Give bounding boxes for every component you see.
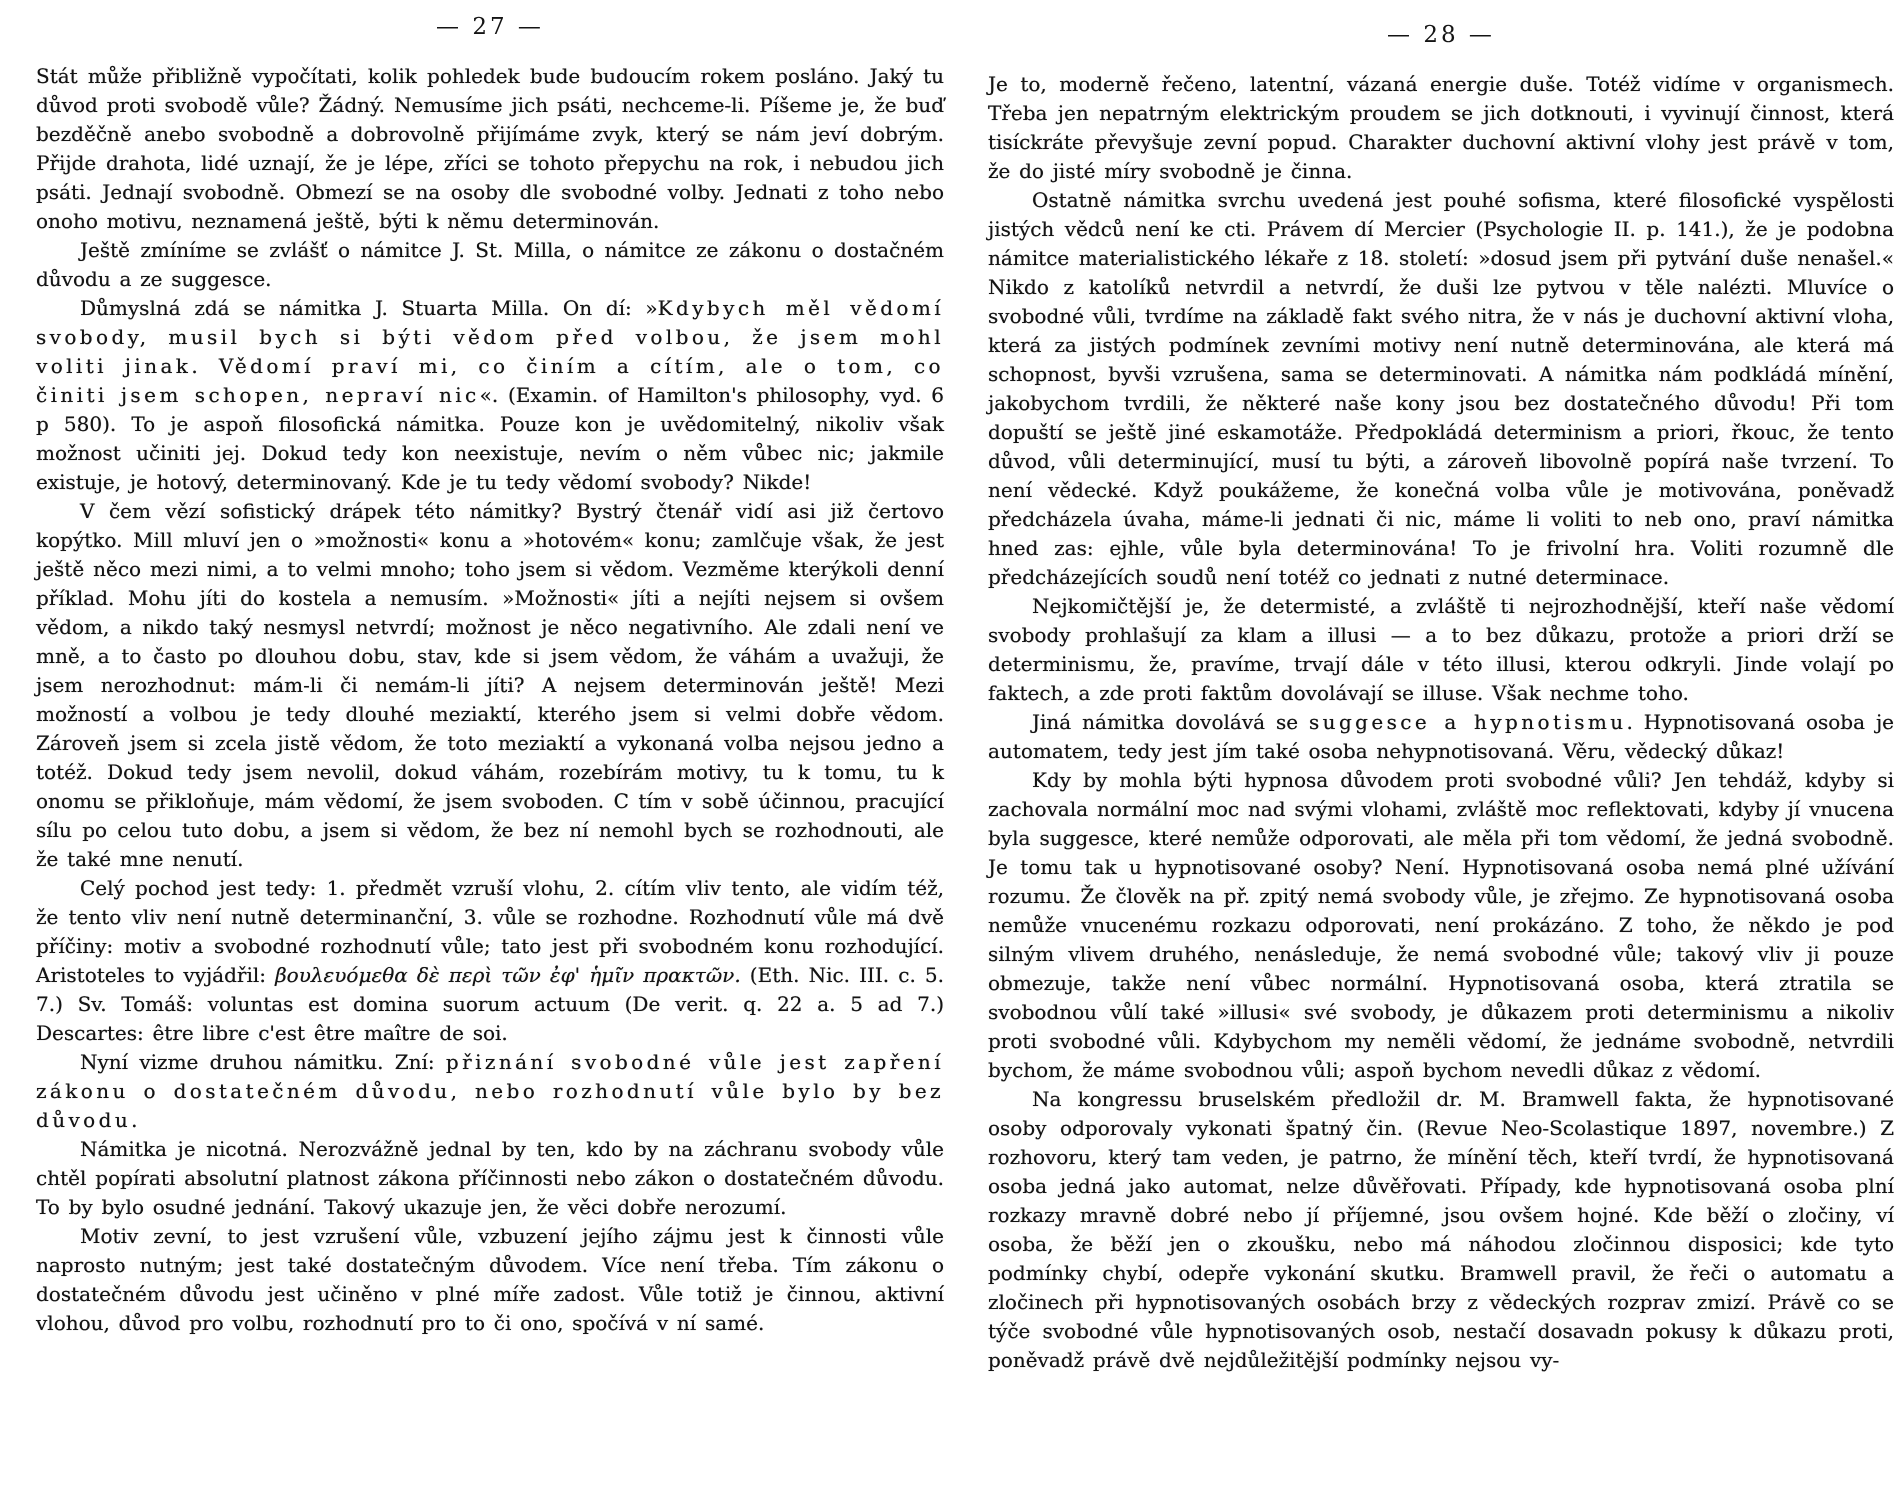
body-text-run: V čem vězí sofistický drápek této námitky? Bystrý čtenář vidí asi již čertovo kopýtko. Mill mluví jen o »možnosti« konu a »hotovém« konu; zamlčuje však, že jest ještě něco mezi nimi, a to velmi mnoho; toho jsem si vědom. Vezměme kterýkoli denní příklad. Mohu jíti do kostela a nemusím. »Možnosti« jíti a nejíti nejsem si ovšem vědom, a nikdo taký nesmysl netvrdí; možnost je něco negativního. Ale zdali není ve mně, a to často po dlouhou dobu, stav, kde si jsem vědom, že váhám a uvažuji, že jsem nerozhodnut: mám-li či nemám-li jíti? A nejsem determinován ještě! Mezi možností a volbou je tedy dlouhé meziaktí, kterého jsem si velmi dobře vědom. Zároveň jsem si zcela jistě vědom, že toto meziaktí a vykonaná volba nejsou jedno a totéž. Dokud tedy jsem nevolil, dokud váhám, rozebírám motivy, tu k tomu, tu k onomu se přikloňuje, mám vědomí, že jsem svoboden. C tím v sobě účinnou, pracující sílu po celou tuto dobu, a jsem si vědom, že bez ní nemohl bych se rozhodnouti, ale že také mne nenutí. — [36, 499, 944, 871]
paragraph — [988, 766, 1894, 1085]
page-28-text-column — [988, 70, 1894, 1375]
page-28-number: — 28 — — [1387, 22, 1495, 48]
page-27-text-column — [36, 62, 944, 1338]
body-text-run: Jiná námitka dovolává se — [1032, 710, 1309, 734]
paragraph — [988, 186, 1894, 592]
paragraph — [988, 708, 1894, 766]
body-text-run: Námitka je nicotná. Nerozvážně jednal by ten, kdo by na záchranu svobody vůle chtěl popírati absolutní platnost zákona příčinnosti nebo zákon o dostatečném důvodu. To by bylo osudné jednání. Takový ukazuje jen, že věci dobře nerozumí. — [36, 1137, 944, 1219]
body-text-run: Nejkomičtější je, že determisté, a zvláště ti nejrozhodnější, kteří naše vědomí svobody prohlašují za klam a illusi — a to bez důkazu, protože a priori drží se determinismu, že, pravíme, trvají dále v této illusi, kterou odkryli. Jinde volají po faktech, a zde proti faktům dovolávají se illuse. Však nechme toho. — [988, 594, 1894, 705]
paragraph — [36, 874, 944, 1048]
body-text-run: Ostatně námitka svrchu uvedená jest pouhé sofisma, které filosofické vyspělosti jistých vědců není ke cti. Právem dí Mercier (Psychologie II. p. 141.), že je podobna námitce materialistického lékaře z 18. století: »dosud jsem při pytvání duše nenašel.« Nikdo z katolíků netvrdil a netvrdí, že duši lze pytvou v těle nalézti. Mluvíce o svobodné vůli, tvrdíme na základě fakt svého nitra, že v nás je duchovní aktivní vloha, která za jistých podmínek zevními motivy není nutně determinována, ale která má schopnost, byvši vzrušena, sama se determinovati. A námitka nám podkládá mínění, jakobychom tvrdili, že některé naše kony jsou bez dostatečného důvodu! Při tom dopuští se ještě jiné eskamotáže. Předpokládá determinism a priori, řkouc, že tento důvod, vůli determinující, musí tu býti, a zároveň libovolně popírá naše tvrzení. To není vědecké. Když poukážeme, že konečná volba vůle je motivována, poněvadž předcházela úvaha, máme-li jednati či nic, máme li voliti to neb ono, praví námitka hned zas: ejhle, vůle byla determinována! To je frivolní hra. Voliti rozumně dle předcházejících soudů není totéž co jednati z nutné determinace. — [988, 188, 1894, 589]
letterspaced-emphasis-text: Kdybych měl vědomí svobody, musil bych si býti vědom před volbou, že jsem mohl voliti jinak. Vědomí praví mi, co činím a cítím, ale o tom, co činiti jsem schopen, nepraví nic — [36, 296, 944, 407]
body-text-run: «. (Examin. of Hamilton's philosophy, vyd. 6 p 580). To je aspoň filosofická námitka. Pouze kon je uvědomitelný, nikoliv však možnost učiniti jej. Dokud tedy kon neexistuje, nevím o něm vůbec nic; jakmile existuje, je hotový, determinovaný. Kde je tu tedy vědomí svobody? Nikde! — [36, 383, 944, 494]
body-text-run: Stát může přibližně vypočítati, kolik pohledek bude budoucím rokem posláno. Jaký tu důvod proti svobodě vůle? Žádný. Nemusíme jich psáti, nechceme-li. Píšeme je, že buď bezděčně anebo svobodně a dobrovolně přijímáme zvyk, který se nám jeví dobrým. Přijde drahota, lidé uznají, že je lépe, zříci se tohoto přepychu na rok, i nebudou jich psáti. Jednají svobodně. Obmezí se na osoby dle svobodné volby. Jednati z toho nebo onoho motivu, neznamená ještě, býti k němu determinován. — [36, 64, 944, 233]
body-text-run: Motiv zevní, to jest vzrušení vůle, vzbuzení jejího zájmu jest k činnosti vůle naprosto nutným; jest také dostatečným důvodem. Více není třeba. Tím zákonu o dostatečném důvodu jest učiněno v plné míře zadost. Vůle totiž je činnou, aktivní vlohou, důvod pro volbu, rozhodnutí pro to či ono, spočívá v ní samé. — [36, 1224, 944, 1335]
body-text-run: Na kongressu bruselském předložil dr. M. Bramwell fakta, že hypnotisované osoby odporovaly vykonati špatný čin. (Revue Neo-Scolastique 1897, novembre.) Z rozhovoru, který tam veden, je patrno, že mínění těch, kteří tvrdí, že hypnotisovaná osoba jedná jako automat, nelze důvěřovati. Případy, kde hypnotisovaná osoba plní rozkazy mravně dobré nebo jí příjemné, jsou ovšem hojné. Kde běží o zločiny, ví osoba, že běží jen o zkoušku, nebo má náhodou zločinnou disposici; kde tyto podmínky chybí, odepře vykonání skutku. Bramwell pravil, že řeči o automatu a zločinech při hypnotisovaných osobách brzy z vědeckých rozprav zmizí. Právě co se týče svobodné vůle hypnotisovaných osob, nestačí dosavadn pokusy k důkazu proti, poněvadž právě dvě nejdůležitější podmínky nejsou vy- — [988, 1087, 1894, 1372]
page-27 — [36, 0, 944, 1338]
paragraph — [36, 1135, 944, 1222]
paragraph — [988, 70, 1894, 186]
paragraph — [36, 497, 944, 874]
page-27-number: — 27 — — [436, 14, 544, 40]
paragraph — [36, 1048, 944, 1135]
body-text-run: Důmyslná zdá se námitka J. Stuarta Milla. On dí: » — [80, 296, 658, 320]
body-text-run: Celý pochod jest tedy: 1. předmět vzruší vlohu, 2. cítím vliv tento, ale vidím též, že tento vliv není nutně determinanční, 3. vůle se rozhodne. Rozhodnutí vůle má dvě příčiny: motiv a svobodné rozhodnutí vůle; tato jest při svobodném konu rozhodující. Aristoteles to vyjádřil: — [36, 876, 944, 987]
paragraph — [36, 294, 944, 497]
body-text-run: Ještě zmíníme se zvlášť o námitce J. St. Milla, o námitce ze zákonu o dostačném důvodu a ze suggesce. — [36, 238, 944, 291]
paragraph — [36, 236, 944, 294]
body-text-run: . Hypnotisovaná osoba je automatem, tedy jest jím také osoba nehypnotisovaná. Věru, vědecký důkaz! — [988, 710, 1894, 763]
letterspaced-emphasis-text: suggesce a hypnotismu — [1309, 710, 1627, 734]
paragraph — [988, 1085, 1894, 1375]
paragraph — [36, 1222, 944, 1338]
page-28 — [988, 0, 1894, 1375]
body-text-run: Je to, moderně řečeno, latentní, vázaná energie duše. Totéž vidíme v organismech. Třeba jen nepatrným elektrickým proudem se jich dotknouti, i vyvinují činnost, která tisíckráte převyšuje zevní popud. Charakter duchovní aktivní vlohy jest právě v tom, že do jisté míry svobodně je činna. — [988, 72, 1894, 183]
body-text-run: Nyní vizme druhou námitku. Zní: — [80, 1050, 446, 1074]
quotation-italic-text: βουλευόμεθα δὲ περὶ τῶν ἐφ' ἡμῖν πρακτῶν. — [275, 963, 741, 987]
body-text-run: Kdy by mohla býti hypnosa důvodem proti svobodné vůli? Jen tehdáž, kdyby si zachovala normální moc nad svými vlohami, zvláště moc reflektovati, kdyby jí vnucena byla suggesce, které nemůže odporovati, ale měla při tom vědomí, že jedná svobodně. Je tomu tak u hypnotisované osoby? Není. Hypnotisovaná osoba nemá plné užívání rozumu. Že člověk na př. zpitý nemá svobody vůle, je zřejmo. Ze hypnotisovaná osoba nemůže vnucenému rozkazu odporovati, není prokázáno. Z toho, že někdo je pod silným vlivem druhého, nenásleduje, že nemá svobodné vůle; takový vliv ji pouze obmezuje, takže není vůbec normální. Hypnotisovaná osoba, která ztratila se svobodnou vůlí také »illusi« své svobody, je důkazem proti determinismu a nikoliv proti svobodné vůli. Kdybychom my neměli vědomí, že jednáme svobodně, netvrdili bychom, že máme svobodnou vůli; aspoň bychom nevedli důkaz z vědomí. — [988, 768, 1894, 1082]
paragraph — [36, 62, 944, 236]
letterspaced-emphasis-text: přiznání svobodné vůle jest zapření zákonu o dostatečném důvodu, nebo rozhodnutí vůle bylo by bez důvodu. — [36, 1050, 944, 1132]
paragraph — [988, 592, 1894, 708]
body-text-run: (Eth. Nic. III. c. 5. 7.) Sv. Tomáš: voluntas est domina suorum actuum (De verit. q. 22 a. 5 ad 7.) Descartes: être libre c'est être maître de soi. — [36, 963, 944, 1045]
